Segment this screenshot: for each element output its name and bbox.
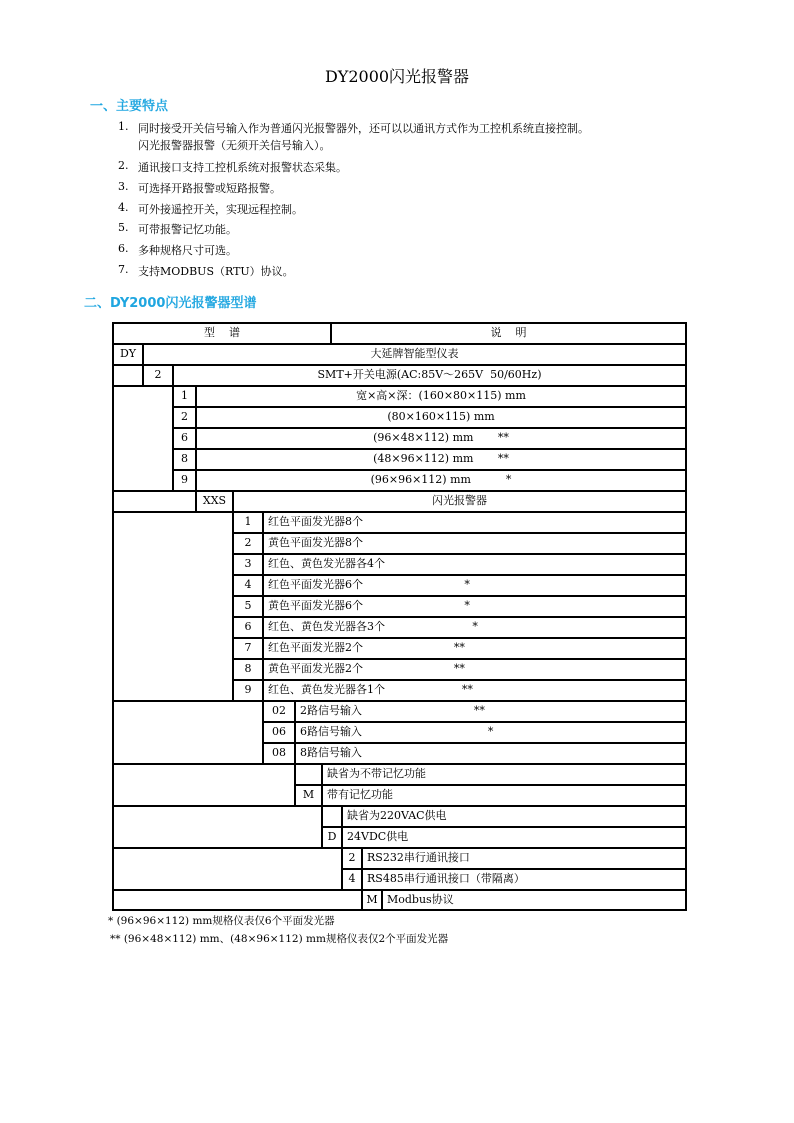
footnote: ** (96×48×112) mm、(48×96×112) mm规格仪表仅2个平面发光器 xyxy=(110,933,449,945)
blank-cell xyxy=(113,806,322,848)
desc-input: 8路信号输入 xyxy=(295,743,686,764)
desc-light: 黄色平面发光器2个 ** xyxy=(263,659,686,680)
code-light: 6 xyxy=(233,617,263,638)
code-input: 08 xyxy=(263,743,295,764)
blank-cell xyxy=(113,512,233,701)
desc-xxs: 闪光报警器 xyxy=(233,491,686,512)
code-comm: 4 xyxy=(342,869,362,890)
feature-num: 5. xyxy=(118,221,129,234)
section-2-heading: 二、DY2000闪光报警器型谱 xyxy=(84,296,257,311)
blank-cell xyxy=(113,386,173,491)
feature-text: 多种规格尺寸可选。 xyxy=(138,244,237,257)
blank-cell xyxy=(113,701,263,764)
page-title: DY2000闪光报警器 xyxy=(324,67,470,86)
desc-size: (96×48×112) mm ** xyxy=(196,428,686,449)
desc-size: (80×160×115) mm xyxy=(196,407,686,428)
feature-num: 3. xyxy=(118,180,129,193)
header-desc: 说 明 xyxy=(331,323,686,344)
model-spectrum-table xyxy=(112,322,687,911)
code-supply xyxy=(322,806,342,827)
feature-num: 6. xyxy=(118,242,129,255)
blank-cell xyxy=(113,764,295,806)
code-xxs: XXS xyxy=(196,491,233,512)
desc-light: 红色、黄色发光器各3个 * xyxy=(263,617,686,638)
desc-supply: 24VDC供电 xyxy=(342,827,686,848)
desc-input: 6路信号输入 * xyxy=(295,722,686,743)
feature-num: 1. xyxy=(118,120,129,133)
code-light: 1 xyxy=(233,512,263,533)
code-light: 3 xyxy=(233,554,263,575)
desc-comm: RS485串行通讯接口（带隔离） xyxy=(362,869,686,890)
feature-text: 可选择开路报警或短路报警。 xyxy=(138,182,281,195)
feature-num: 7. xyxy=(118,263,129,276)
code-light: 7 xyxy=(233,638,263,659)
desc-light: 红色平面发光器8个 xyxy=(263,512,686,533)
blank-cell xyxy=(113,491,196,512)
feature-text: 支持MODBUS（RTU）协议。 xyxy=(138,265,294,278)
code-light: 4 xyxy=(233,575,263,596)
code-size: 2 xyxy=(173,407,196,428)
feature-text: 通讯接口支持工控机系统对报警状态采集。 xyxy=(138,161,347,174)
code-memory xyxy=(295,764,322,785)
desc-supply: 缺省为220VAC供电 xyxy=(342,806,686,827)
code-light: 9 xyxy=(233,680,263,701)
desc-size: (96×96×112) mm * xyxy=(196,470,686,491)
footnote: * (96×96×112) mm规格仪表仅6个平面发光器 xyxy=(108,915,335,927)
desc-light: 红色平面发光器2个 ** xyxy=(263,638,686,659)
desc-light: 红色、黄色发光器各4个 xyxy=(263,554,686,575)
desc-memory: 带有记忆功能 xyxy=(322,785,686,806)
section-1-heading: 一、主要特点 xyxy=(90,99,169,114)
header-model: 型 谱 xyxy=(113,323,331,344)
code-dy: DY xyxy=(113,344,143,365)
feature-num: 2. xyxy=(118,159,129,172)
code-light: 2 xyxy=(233,533,263,554)
feature-text-cont: 闪光报警器报警（无须开关信号输入）。 xyxy=(138,139,331,152)
code-protocol: M xyxy=(362,890,382,910)
code-memory: M xyxy=(295,785,322,806)
blank-cell xyxy=(113,848,342,890)
feature-text: 可带报警记忆功能。 xyxy=(138,223,237,236)
desc-memory: 缺省为不带记忆功能 xyxy=(322,764,686,785)
code-light: 5 xyxy=(233,596,263,617)
desc-light: 红色平面发光器6个 * xyxy=(263,575,686,596)
code-size: 6 xyxy=(173,428,196,449)
feature-text: 可外接遥控开关，实现远程控制。 xyxy=(138,203,303,216)
code-supply: D xyxy=(322,827,342,848)
desc-light: 黄色平面发光器6个 * xyxy=(263,596,686,617)
feature-text: 同时接受开关信号输入作为普通闪光报警器外，还可以以通讯方式作为工控机系统直接控制。 xyxy=(138,122,589,135)
desc-size: 宽×高×深：(160×80×115) mm xyxy=(196,386,686,407)
feature-num: 4. xyxy=(118,201,129,214)
code-size: 9 xyxy=(173,470,196,491)
desc-input: 2路信号输入 ** xyxy=(295,701,686,722)
code-input: 02 xyxy=(263,701,295,722)
desc-comm: RS232串行通讯接口 xyxy=(362,848,686,869)
desc-dy: 大延牌智能型仪表 xyxy=(143,344,686,365)
code-light: 8 xyxy=(233,659,263,680)
code-size: 1 xyxy=(173,386,196,407)
code-power: 2 xyxy=(143,365,173,386)
blank-cell xyxy=(113,890,362,910)
blank-cell xyxy=(113,365,143,386)
desc-power: SMT+开关电源(AC:85V～265V 50/60Hz) xyxy=(173,365,686,386)
code-size: 8 xyxy=(173,449,196,470)
code-input: 06 xyxy=(263,722,295,743)
desc-protocol: Modbus协议 xyxy=(382,890,686,910)
desc-light: 红色、黄色发光器各1个 ** xyxy=(263,680,686,701)
code-comm: 2 xyxy=(342,848,362,869)
desc-light: 黄色平面发光器8个 xyxy=(263,533,686,554)
desc-size: (48×96×112) mm ** xyxy=(196,449,686,470)
